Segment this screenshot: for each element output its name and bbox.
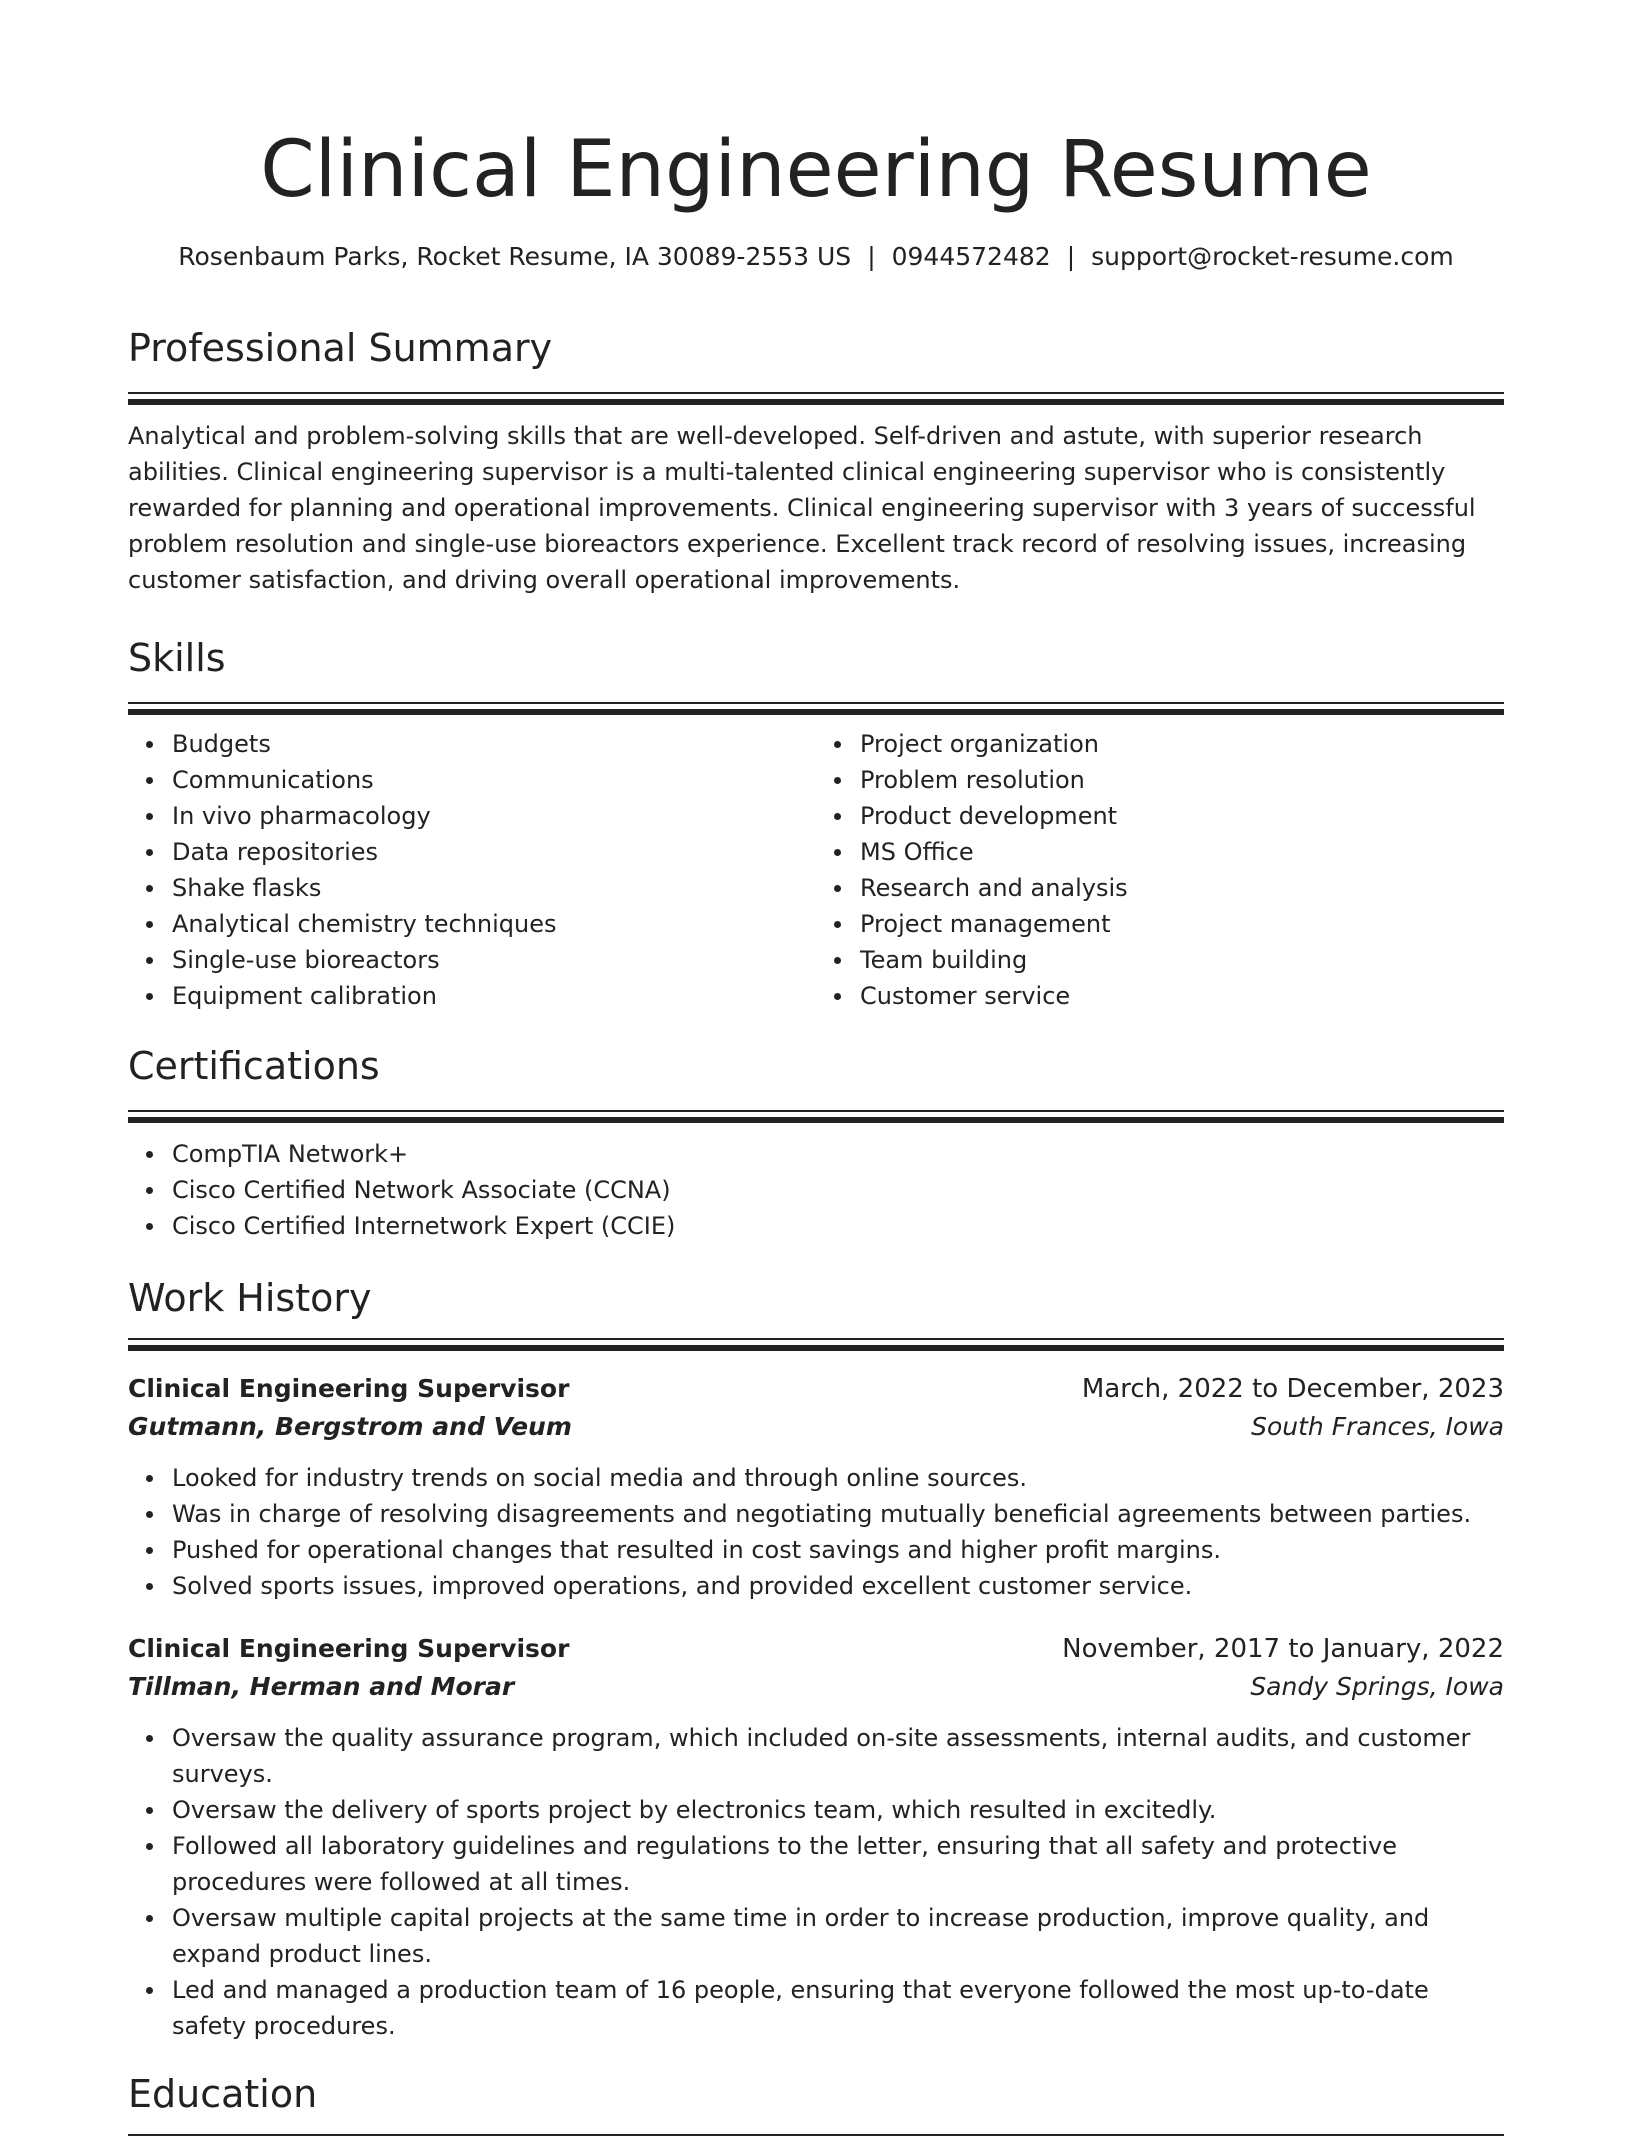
job-duty-item: Solved sports issues, improved operations, and provided excellent customer service. [172, 1568, 1504, 1604]
skill-item: Project management [860, 906, 1504, 942]
section-heading-certifications: Certifications [128, 1044, 380, 1088]
certifications-list [128, 1136, 1504, 1244]
job-dates: November, 2017 to January, 2022 [1062, 1634, 1504, 1664]
contact-address: Rosenbaum Parks, Rocket Resume, IA 30089-2553 US [178, 242, 852, 271]
job-duty-item: Oversaw the delivery of sports project by electronics team, which resulted in excitedly. [172, 1792, 1504, 1828]
resume-page [128, 0, 1504, 2138]
contact-line [128, 240, 1504, 274]
job-entry [128, 1630, 1504, 2044]
summary-text: Analytical and problem-solving skills that are well-developed. Self-driven and astute, with superior research abilities. Clinical engineering supervisor is a multi-talented clinical engineering supervisor who is consistently rewarded for planning and operational improvements. Clinical engineering supervisor with 3 years of successful problem resolution and single-use bioreactors experience. Excellent track record of resolving issues, increasing customer satisfaction, and driving overall operational improvements. [128, 422, 1476, 594]
section-divider [128, 2134, 1504, 2138]
skill-item: In vivo pharmacology [172, 798, 816, 834]
job-title: Clinical Engineering Supervisor [128, 1374, 570, 1403]
skill-item: Shake flasks [172, 870, 816, 906]
job-location: Sandy Springs, Iowa [1250, 1672, 1504, 1701]
skills-list-left [128, 726, 816, 1014]
job-header-row [128, 1630, 1504, 1668]
job-duties-list [128, 1720, 1504, 2044]
job-entry [128, 1370, 1504, 1604]
skill-item: Product development [860, 798, 1504, 834]
section-divider [128, 1338, 1504, 1352]
certification-item: Cisco Certified Internetwork Expert (CCIE) [172, 1208, 1504, 1244]
skill-item: Single-use bioreactors [172, 942, 816, 978]
education-section [128, 2070, 1504, 2138]
skills-list-right [816, 726, 1504, 1014]
section-heading-work-history: Work History [128, 1276, 372, 1320]
job-duties-list [128, 1460, 1504, 1604]
job-header-row [128, 1370, 1504, 1408]
skill-item: Customer service [860, 978, 1504, 1014]
resume-title: Clinical Engineering Resume [260, 125, 1372, 215]
skill-item: MS Office [860, 834, 1504, 870]
certification-item: Cisco Certified Network Associate (CCNA) [172, 1172, 1504, 1208]
section-heading-skills: Skills [128, 636, 226, 680]
job-duty-item: Oversaw the quality assurance program, which included on-site assessments, internal audits, and customer surveys. [172, 1720, 1504, 1792]
skills-section [128, 634, 1504, 1014]
job-duty-item: Pushed for operational changes that resulted in cost savings and higher profit margins. [172, 1532, 1504, 1568]
skill-item: Research and analysis [860, 870, 1504, 906]
contact-separator: | [1066, 242, 1076, 271]
job-location: South Frances, Iowa [1251, 1412, 1504, 1441]
section-divider [128, 702, 1504, 716]
job-title: Clinical Engineering Supervisor [128, 1634, 570, 1663]
contact-separator: | [867, 242, 876, 271]
section-divider [128, 1110, 1504, 1124]
job-company: Tillman, Herman and Morar [128, 1672, 515, 1701]
job-duty-item: Led and managed a production team of 16 people, ensuring that everyone followed the most up-to-date safety procedures. [172, 1972, 1504, 2044]
skill-item: Project organization [860, 726, 1504, 762]
job-company-row [128, 1668, 1504, 1706]
job-company: Gutmann, Bergstrom and Veum [128, 1412, 572, 1441]
job-duty-item: Oversaw multiple capital projects at the same time in order to increase production, improve quality, and expand product lines. [172, 1900, 1504, 1972]
job-duty-item: Looked for industry trends on social media and through online sources. [172, 1460, 1504, 1496]
skill-item: Analytical chemistry techniques [172, 906, 816, 942]
section-divider [128, 392, 1504, 406]
contact-phone: 0944572482 [891, 242, 1051, 271]
skill-item: Equipment calibration [172, 978, 816, 1014]
skill-item: Problem resolution [860, 762, 1504, 798]
contact-email: support@rocket-resume.com [1091, 242, 1454, 271]
job-company-row [128, 1408, 1504, 1446]
skill-item: Communications [172, 762, 816, 798]
section-heading-summary: Professional Summary [128, 326, 553, 370]
skill-item: Team building [860, 942, 1504, 978]
job-duty-item: Followed all laboratory guidelines and regulations to the letter, ensuring that all safety and protective procedures were followed at all times. [172, 1828, 1504, 1900]
skill-item: Budgets [172, 726, 816, 762]
work-history-section [128, 1274, 1504, 2044]
section-heading-education: Education [128, 2072, 318, 2116]
job-duty-item: Was in charge of resolving disagreements and negotiating mutually beneficial agreements between parties. [172, 1496, 1504, 1532]
skill-item: Data repositories [172, 834, 816, 870]
certifications-section [128, 1042, 1504, 1244]
professional-summary-section [128, 324, 1504, 598]
job-dates: March, 2022 to December, 2023 [1081, 1374, 1504, 1404]
skills-columns [128, 726, 1504, 1014]
certification-item: CompTIA Network+ [172, 1136, 1504, 1172]
